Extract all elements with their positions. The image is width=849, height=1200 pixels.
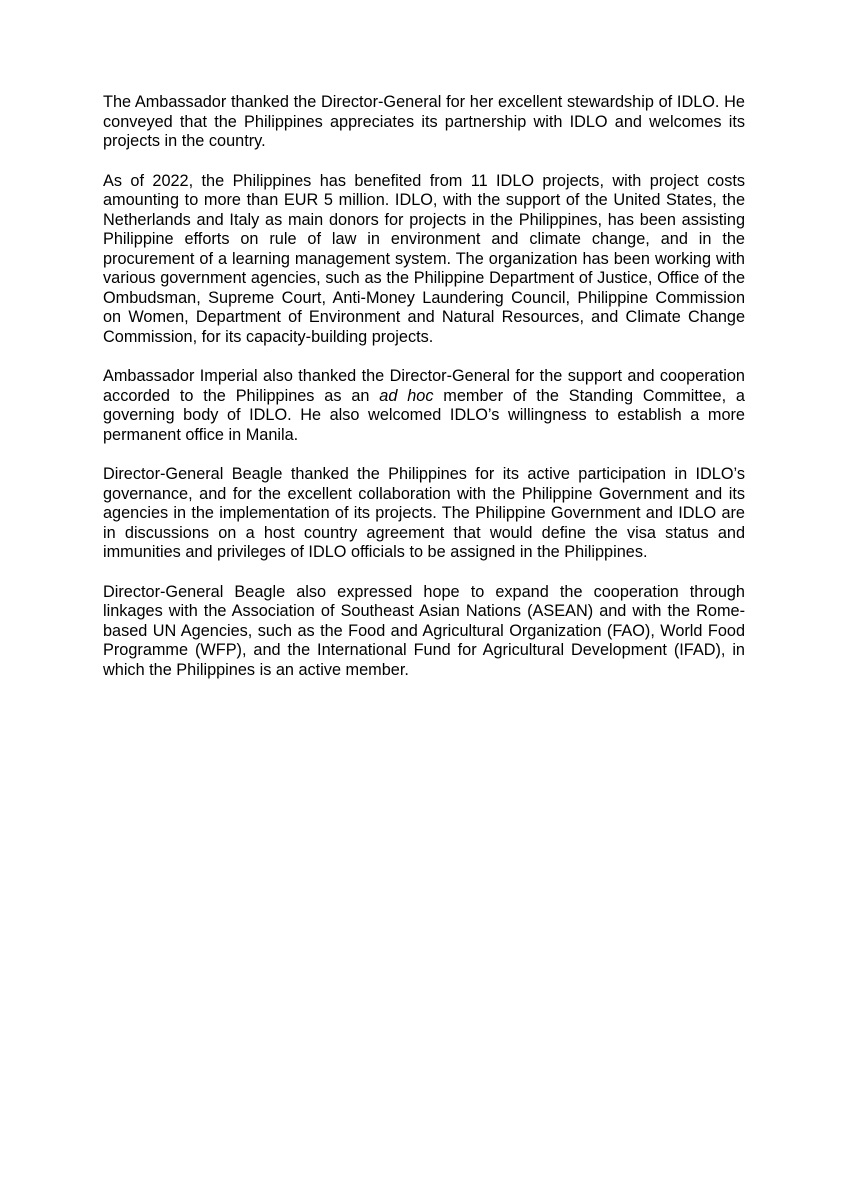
paragraph-standing-committee: [103, 367, 745, 445]
paragraph-standing-committee-part2: member of the Standing Committee, a governing body of IDLO. He also welcomed IDLO’s willingness to establish a more permanent office in Manila.: [103, 386, 745, 444]
paragraph-cooperation-expansion: Director-General Beagle also expressed hope to expand the cooperation through linkages with the Association of Southeast Asian Nations (ASEAN) and with the Rome-based UN Agencies, such as the Food and Agricultural Organization (FAO), World Food Programme (WFP), and the International Fund for Agricultural Development (IFAD), in which the Philippines is an active member.: [103, 582, 745, 679]
document-body: [103, 93, 745, 680]
paragraph-idlo-projects: As of 2022, the Philippines has benefited from 11 IDLO projects, with project costs amounting to more than EUR 5 million. IDLO, with the support of the United States, the Netherlands and Italy as main donors for projects in the Philippines, has been assisting Philippine efforts on rule of law in environment and climate change, and in the procurement of a learning management system. The organization has been working with various government agencies, such as the Philippine Department of Justice, Office of the Ombudsman, Supreme Court, Anti-Money Laundering Council, Philippine Commission on Women, Department of Environment and Natural Resources, and Climate Change Commission, for its capacity-building projects.: [103, 171, 745, 346]
ad-hoc-italic: ad hoc: [379, 386, 434, 405]
paragraph-director-general-thanks: Director-General Beagle thanked the Philippines for its active participation in IDLO’s governance, and for the excellent collaboration with the Philippine Government and its agencies in the implementation of its projects. The Philippine Government and IDLO are in discussions on a host country agreement that would define the visa status and immunities and privileges of IDLO officials to be assigned in the Philippines.: [103, 465, 745, 561]
paragraph-ambassador-thanks: The Ambassador thanked the Director-General for her excellent stewardship of IDLO. He conveyed that the Philippines appreciates its partnership with IDLO and welcomes its projects in the country.: [103, 93, 745, 150]
paragraph-standing-committee-part1: Ambassador Imperial also thanked the Director-General for the support and cooperation accorded to the Philippines as an: [103, 367, 745, 405]
